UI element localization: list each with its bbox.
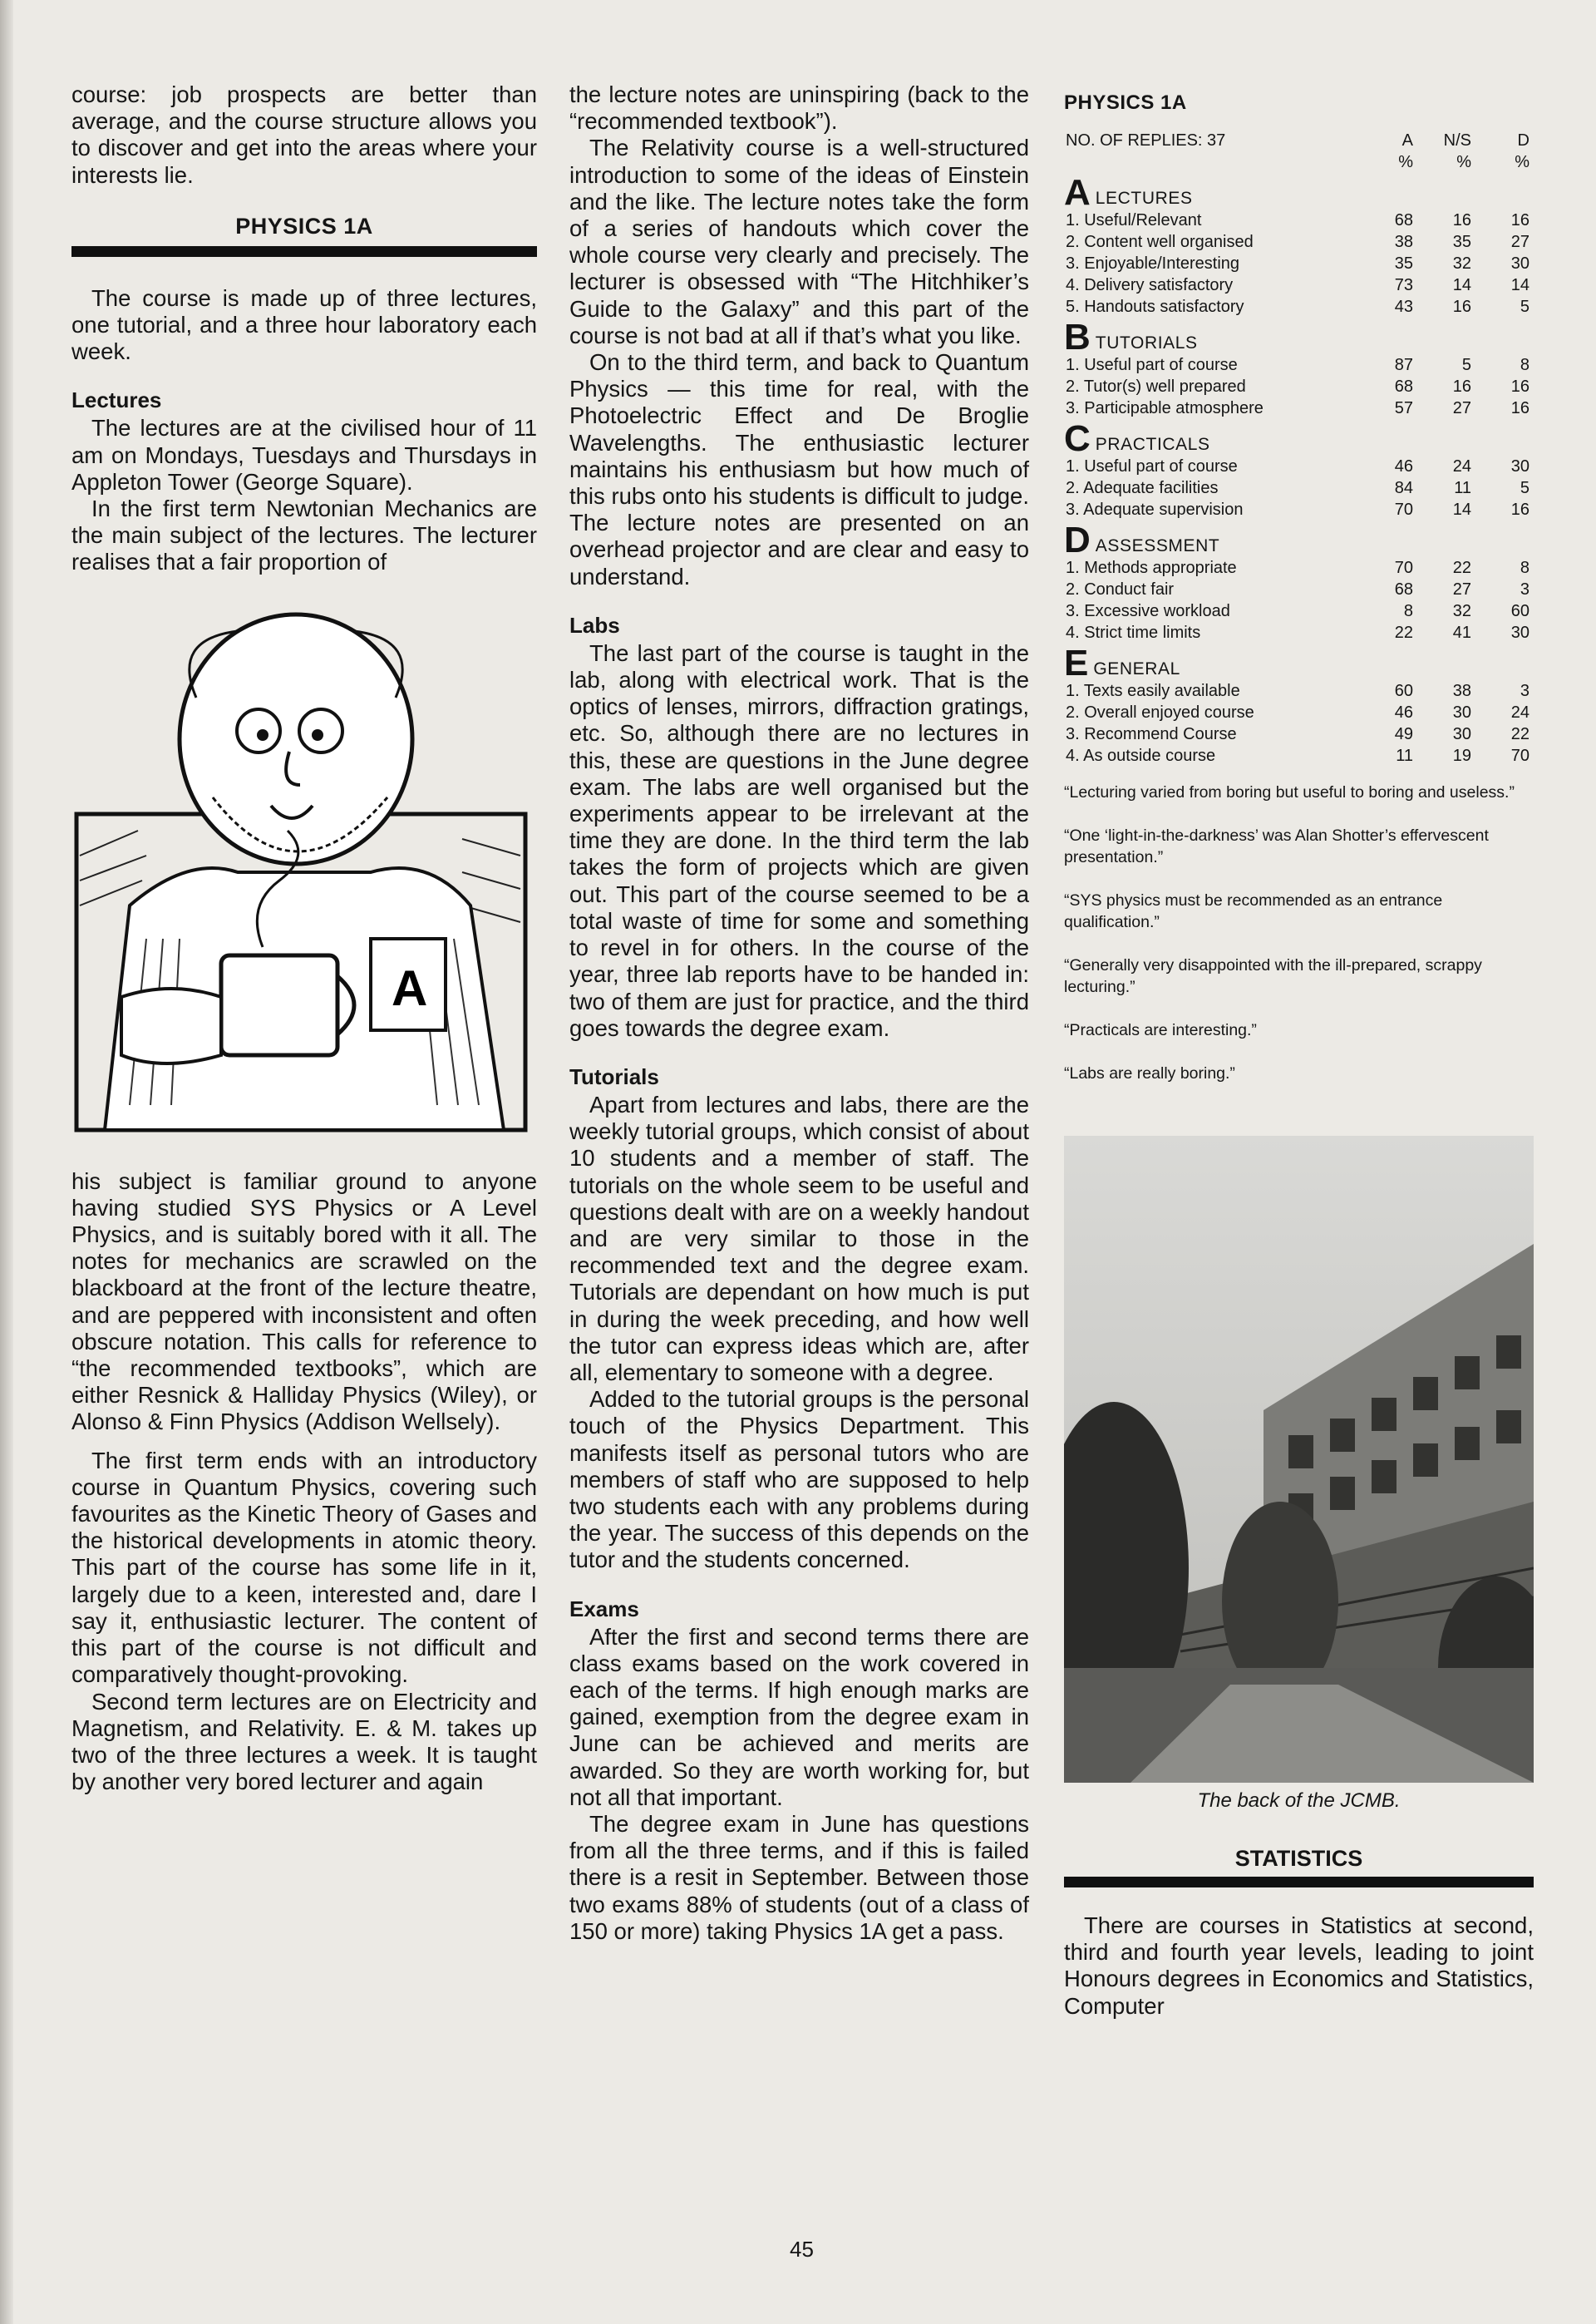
lectures-heading: Lectures (71, 387, 162, 413)
survey-value-agree: 87 (1394, 356, 1413, 374)
survey-value-agree: 68 (1394, 211, 1413, 229)
survey-quote: “Practicals are interesting.” (1064, 1021, 1257, 1039)
survey-row-label: 2. Adequate facilities (1066, 479, 1219, 497)
survey-value-disagree: 27 (1510, 233, 1530, 251)
lecturer-cartoon (71, 606, 532, 1138)
survey-row (1064, 723, 1530, 745)
survey-value-disagree: 22 (1510, 725, 1530, 743)
survey-value-agree: 49 (1394, 725, 1413, 743)
survey-quotes (1064, 782, 1534, 1084)
structure-paragraph: The course is made up of three lectures, one tutorial, and a three hour laboratory each week. (71, 284, 537, 365)
second-term-paragraph: Second term lectures are on Electricity and Magnetism, and Relativity. E. & M. takes up two of the three lectures a week. It is taught by another very bored lecturer and again (71, 1688, 537, 1795)
exams-heading: Exams (569, 1596, 639, 1621)
survey-value-not-sure: 5 (1461, 356, 1471, 374)
survey-value-agree: 22 (1394, 624, 1413, 642)
survey-value-agree: 68 (1394, 580, 1413, 599)
photo-caption: The back of the JCMB. (1197, 1789, 1401, 1812)
survey-row (1064, 397, 1530, 419)
survey-row (1064, 499, 1530, 521)
survey-value-agree: 57 (1394, 399, 1413, 417)
survey-row-label: 5. Handouts satisfactory (1066, 298, 1244, 316)
svg-text:A: A (392, 960, 428, 1016)
survey-value-not-sure: 16 (1452, 298, 1471, 316)
survey-row-label: 3. Enjoyable/Interesting (1066, 254, 1240, 273)
survey-value-not-sure: 27 (1452, 399, 1471, 417)
pct-a: % (1398, 153, 1413, 171)
lecturer-cartoon-drawing (71, 606, 532, 1138)
survey-row-label: 2. Content well organised (1066, 233, 1254, 251)
jcmb-building-photo (1064, 1136, 1534, 1783)
lectures-paragraph-1: The lectures are at the civilised hour of 11 am on Mondays, Tuesdays and Thursdays in Appleton Tower (George Square). (71, 415, 537, 495)
col-header-a: A (1401, 131, 1413, 150)
survey-table (1064, 130, 1530, 767)
third-term-paragraph: On to the third term, and back to Quantum Physics — this time for real, with the Photoelectric Effect and De Broglie Wavelengths. The enthusiastic lecturer maintains his enthusiasm but how much of this rubs onto his students is difficult to judge. The lecture notes are presented on an overhead projector and are clear and easy to understand. (569, 349, 1029, 590)
survey-value-disagree: 16 (1510, 377, 1530, 396)
survey-quote: “One ‘light-in-the-darkness’ was Alan Shotter’s effervescent presentation.” (1064, 826, 1489, 866)
survey-value-not-sure: 30 (1452, 725, 1471, 743)
survey-value-disagree: 5 (1520, 298, 1530, 316)
intro-paragraph: course: job prospects are better than average, and the course structure allows you to discover and get into the areas where your interests lie. (71, 81, 537, 188)
section-rule (71, 246, 537, 257)
survey-value-disagree: 30 (1510, 457, 1530, 476)
survey-value-agree: 73 (1394, 276, 1413, 294)
survey-value-disagree: 30 (1510, 624, 1530, 642)
survey-value-not-sure: 14 (1452, 276, 1471, 294)
survey-value-disagree: 16 (1510, 399, 1530, 417)
survey-quote: “Labs are really boring.” (1064, 1064, 1235, 1083)
survey-value-disagree: 16 (1510, 501, 1530, 519)
survey-section-header (1064, 318, 1530, 354)
survey-row (1064, 376, 1530, 397)
labs-heading: Labs (569, 612, 620, 638)
survey-row-label: 3. Recommend Course (1066, 725, 1237, 743)
survey-row (1064, 680, 1530, 702)
survey-value-agree: 68 (1394, 377, 1413, 396)
survey-value-disagree: 3 (1520, 682, 1530, 700)
survey-row (1064, 253, 1530, 274)
survey-value-not-sure: 16 (1452, 211, 1471, 229)
survey-value-agree: 38 (1394, 233, 1413, 251)
survey-value-disagree: 5 (1520, 479, 1530, 497)
survey-value-not-sure: 35 (1452, 233, 1471, 251)
survey-row (1064, 354, 1530, 376)
labs-paragraph: The last part of the course is taught in the lab, along with electrical work. That is the optics of lenses, mirrors, diffraction gratings, etc. So, although there are no lectures in this, these are questions in the June degree exam. The labs are well organised but the experiments appear to be irrelevant at the time they are done. In the third term the lab takes the form of projects which are given out. This part of the course seemed to be a total waste of time for some and something to revel in for others. In the course of the year, three lab reports have to be handed in: two of them are just for practice, and the third goes towards the degree exam. (569, 639, 1029, 1041)
survey-row-label: 1. Texts easily available (1066, 682, 1240, 700)
survey-replies: NO. OF REPLIES: 37 (1066, 131, 1226, 150)
survey-row-label: 1. Methods appropriate (1066, 559, 1237, 577)
survey-value-agree: 60 (1394, 682, 1413, 700)
survey-body (1064, 173, 1530, 767)
section-name: LECTURES (1095, 189, 1193, 208)
page-number: 45 (790, 2237, 814, 2262)
statistics-paragraph: There are courses in Statistics at second, third and fourth year levels, leading to joint Honours degrees in Economics and Statistics, Computer (1064, 1912, 1534, 2019)
section-letter: E (1064, 643, 1089, 683)
mechanics-paragraph: his subject is familiar ground to anyone having studied SYS Physics or A Level Physics, and is suitably bored with it all. The notes for mechanics are scrawled on the blackboard at the front of the lecture theatre, and are peppered with inconsistent and often obscure notation. This calls for reference to “the recommended textbooks”, which are either Resnick & Halliday Physics (Wiley), or Alonso & Finn Physics (Addison Wellsely). (71, 1167, 537, 1435)
survey-value-not-sure: 19 (1452, 747, 1471, 765)
survey-row-label: 2. Tutor(s) well prepared (1066, 377, 1246, 396)
tutorials-paragraph-2: Added to the tutorial groups is the personal touch of the Physics Department. This manifests itself as personal tutors who are members of staff who are supposed to help two students each with any problems during the year. The success of this depends on the tutor and the students concerned. (569, 1386, 1029, 1573)
survey-title: PHYSICS 1A (1064, 91, 1187, 114)
survey-row-label: 4. Strict time limits (1066, 624, 1201, 642)
survey-row (1064, 477, 1530, 499)
lectures-paragraph-2: In the first term Newtonian Mechanics are the main subject of the lectures. The lecturer realises that a fair proportion of (71, 496, 537, 575)
section-letter: A (1064, 172, 1091, 213)
pct-d: % (1515, 153, 1530, 171)
exams-paragraph-2: The degree exam in June has questions from all the three terms, and if this is failed there is a resit in September. Between those two exams 88% of students (out of a class of 150 or more) taking Physics 1A get a pass. (569, 1810, 1029, 1944)
relativity-paragraph: The Relativity course is a well-structured introduction to some of the ideas of Einstein and the like. The lecture notes take the form of a series of handouts which cover the whole course very clearly and precisely. The lecturer is obsessed with “The Hitchhiker’s Guide to the Galaxy” and this part of the course is not bad at all if that’s what you like. (569, 135, 1029, 348)
survey-value-not-sure: 27 (1452, 580, 1471, 599)
col-header-ns: N/S (1443, 131, 1471, 150)
statistics-rule (1064, 1877, 1534, 1887)
column-2 (569, 81, 1029, 1945)
survey-section-header (1064, 173, 1530, 210)
survey-row (1064, 456, 1530, 477)
survey-value-agree: 35 (1394, 254, 1413, 273)
survey-value-agree: 8 (1403, 602, 1413, 620)
survey-quote: “SYS physics must be recommended as an entrance qualification.” (1064, 891, 1443, 931)
survey-value-not-sure: 32 (1452, 602, 1471, 620)
survey-row (1064, 210, 1530, 231)
tutorials-heading: Tutorials (569, 1063, 659, 1089)
survey-section-header (1064, 644, 1530, 680)
notes-paragraph: the lecture notes are uninspiring (back to the “recommended textbook”). (569, 81, 1029, 135)
section-name: GENERAL (1093, 659, 1180, 678)
section-letter: B (1064, 317, 1091, 358)
pct-ns: % (1456, 153, 1471, 171)
survey-row-label: 2. Overall enjoyed course (1066, 703, 1254, 722)
section-name: ASSESSMENT (1095, 536, 1220, 555)
exams-paragraph-1: After the first and second terms there are class exams based on the work covered in each of the terms. If high enough marks are gained, exemption from the degree exam in June can be achieved and merits are awarded. So they are worth working for, but not all that important. (569, 1623, 1029, 1810)
survey-row-label: 2. Conduct fair (1066, 580, 1175, 599)
survey-row (1064, 296, 1530, 318)
survey-value-not-sure: 30 (1452, 703, 1471, 722)
survey-value-disagree: 8 (1520, 356, 1530, 374)
survey-value-not-sure: 38 (1452, 682, 1471, 700)
survey-row (1064, 622, 1530, 644)
survey-row (1064, 274, 1530, 296)
survey-row (1064, 702, 1530, 723)
survey-value-disagree: 30 (1510, 254, 1530, 273)
survey-section-header (1064, 521, 1530, 557)
first-term-paragraph: The first term ends with an introductory course in Quantum Physics, covering such favourites as the Kinetic Theory of Gases and the historical developments in atomic theory. This part of the course has some life in it, largely due to a keen, interested and, dare I say it, enthusiastic lecturer. The content of this part of the course is not difficult and comparatively thought-provoking. (71, 1447, 537, 1688)
survey-value-agree: 46 (1394, 703, 1413, 722)
survey-value-not-sure: 32 (1452, 254, 1471, 273)
survey-value-disagree: 8 (1520, 559, 1530, 577)
physics-1a-heading: PHYSICS 1A (235, 213, 373, 239)
survey-row-label: 1. Useful part of course (1066, 457, 1238, 476)
survey-value-agree: 43 (1394, 298, 1413, 316)
column-1 (71, 81, 537, 1795)
survey-row-label: 4. Delivery satisfactory (1066, 276, 1234, 294)
section-letter: D (1064, 520, 1091, 560)
survey-row-label: 1. Useful/Relevant (1066, 211, 1202, 229)
survey-row-label: 3. Excessive workload (1066, 602, 1230, 620)
survey-value-disagree: 70 (1510, 747, 1530, 765)
survey-row-label: 3. Adequate supervision (1066, 501, 1244, 519)
survey-value-not-sure: 16 (1452, 377, 1471, 396)
page-binding-shadow (0, 0, 13, 2324)
survey-value-disagree: 16 (1510, 211, 1530, 229)
survey-row (1064, 745, 1530, 767)
section-name: PRACTICALS (1095, 435, 1210, 454)
survey-row (1064, 579, 1530, 600)
section-letter: C (1064, 418, 1091, 459)
survey-row (1064, 231, 1530, 253)
survey-quote: “Lecturing varied from boring but useful to boring and useless.” (1064, 783, 1515, 802)
tutorials-paragraph-1: Apart from lectures and labs, there are the weekly tutorial groups, which consist of about 10 students and a member of staff. The tutorials on the whole seem to be useful and questions dealt with are on a weekly handout and are very similar to those in the recommended text and the degree exam. Tutorials are dependant on how much is put in during the week preceding, and how well the tutor can express ideas which are, after all, elementary to someone with a degree. (569, 1091, 1029, 1385)
survey-value-disagree: 60 (1510, 602, 1530, 620)
survey-row-label: 3. Participable atmosphere (1066, 399, 1264, 417)
section-name: TUTORIALS (1095, 333, 1198, 353)
jcmb-photo (1064, 1136, 1534, 1783)
survey-value-agree: 70 (1394, 501, 1413, 519)
survey-value-agree: 84 (1394, 479, 1413, 497)
survey-value-agree: 11 (1396, 747, 1413, 765)
column-3 (1064, 81, 1534, 2020)
statistics-heading: STATISTICS (1234, 1846, 1363, 1871)
survey-value-disagree: 3 (1520, 580, 1530, 599)
survey-section-header (1064, 419, 1530, 456)
survey-value-not-sure: 24 (1452, 457, 1471, 476)
survey-value-disagree: 14 (1510, 276, 1530, 294)
survey-value-disagree: 24 (1510, 703, 1530, 722)
survey-row (1064, 600, 1530, 622)
survey-value-not-sure: 11 (1454, 479, 1471, 497)
survey-quote: “Generally very disappointed with the ill-prepared, scrappy lecturing.” (1064, 956, 1482, 996)
survey-row-label: 4. As outside course (1066, 747, 1216, 765)
survey-value-not-sure: 22 (1452, 559, 1471, 577)
survey-row-label: 1. Useful part of course (1066, 356, 1238, 374)
survey-value-not-sure: 41 (1452, 624, 1471, 642)
survey-value-agree: 46 (1394, 457, 1413, 476)
survey-value-not-sure: 14 (1452, 501, 1471, 519)
survey-value-agree: 70 (1394, 559, 1413, 577)
survey-row (1064, 557, 1530, 579)
col-header-d: D (1517, 131, 1530, 150)
